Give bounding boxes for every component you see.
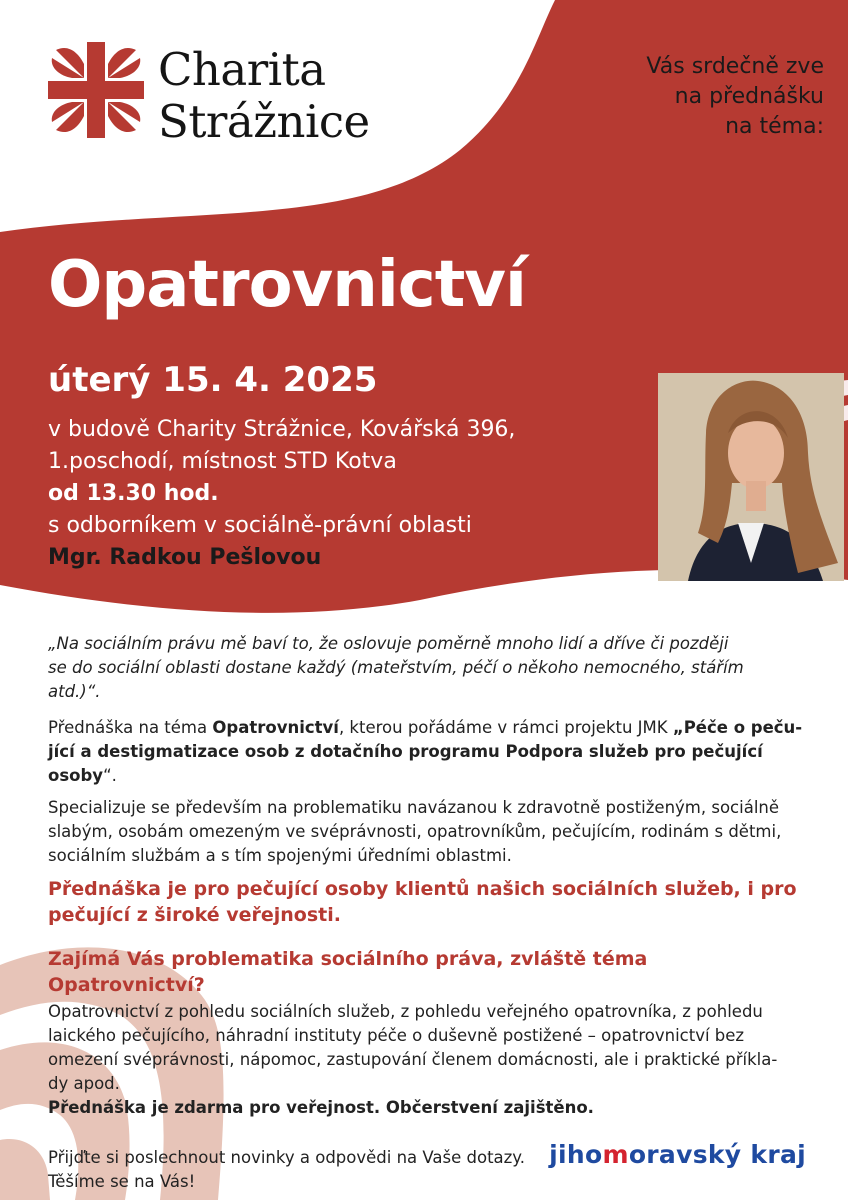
free-entry-note: Přednáška je zdarma pro veřejnost. Občerstvení zajištěno. (48, 1098, 594, 1117)
quote-line-2: se do sociální oblasti dostane každý (mateřstvím, péčí o někoho nemocného, stářím (48, 658, 744, 677)
speaker-photo (658, 373, 844, 581)
para3-line-2: laického pečujícího, náhradní instituty péče o duševně postižené – opatrovnictví bez (48, 1026, 745, 1045)
event-title: Opatrovnictví (48, 248, 526, 322)
time-line: od 13.30 hod. (48, 481, 219, 506)
para1-end: “. (103, 766, 117, 785)
para1-project-2: jící a destigmatizace osob z dotačního programu Podpora služeb pro pečující osoby (48, 742, 763, 785)
topic-question: Zajímá Vás problematika sociálního práva, zvláště téma Opatrovnictví? (48, 948, 648, 996)
logo-text (158, 44, 370, 148)
room-line: 1.poschodí, místnost STD Kotva (48, 449, 397, 474)
para2-line-1: Specializuje se především na problematiku navázanou k zdravotně postiženým, sociálně (48, 798, 780, 817)
speaker-name: Mgr. Radkou Pešlovou (48, 545, 322, 570)
invite-line-2: na přednášku (674, 84, 824, 109)
para1-topic: Opatrovnictví (212, 718, 339, 737)
charita-logo (48, 42, 144, 142)
para3-line-4: dy apod. (48, 1074, 120, 1093)
event-date: úterý 15. 4. 2025 (48, 360, 378, 400)
closing-line-2: Těšíme se na Vás! (48, 1172, 196, 1191)
para2-line-2: slabým, osobám omezeným ve svéprávnosti, opatrovníkům, pečujícím, rodinám s dětmi, (48, 822, 782, 841)
jmk-part-2: m (602, 1140, 629, 1169)
jmk-part-1: jiho (549, 1140, 603, 1169)
closing-line-1: Přijďte si poslechnout novinky a odpovědi na Vaše dotazy. (48, 1148, 525, 1167)
audience-highlight (48, 876, 808, 928)
para1-project-1: „Péče o peču- (672, 718, 803, 737)
para1-mid: , kterou pořádáme v rámci projektu JMK (338, 718, 673, 737)
quote-line-3: atd.)“. (48, 682, 101, 701)
event-details (48, 414, 648, 574)
jmk-part-3: oravský kraj (628, 1140, 806, 1169)
invite-line-3: na téma: (725, 114, 824, 139)
para2-line-3: sociálním službám a s tím spojenými úředními oblastmi. (48, 846, 512, 865)
pink-arc-3 (0, 1139, 50, 1200)
para3-line-1: Opatrovnictví z pohledu sociálních služeb, z pohledu veřejného opatrovníka, z pohledu (48, 1002, 763, 1021)
project-paragraph (48, 716, 808, 788)
charita-cross-icon (48, 42, 144, 138)
body-text (48, 632, 808, 1194)
venue-line: v budově Charity Strážnice, Kovářská 396, (48, 417, 516, 442)
invitation-text (524, 52, 824, 142)
jmk-logo (549, 1140, 806, 1169)
highlight1-line-2: pečující z široké veřejnosti. (48, 904, 341, 926)
quote-line-1: „Na sociálním právu mě baví to, že oslovuje poměrně mnoho lidí a dříve či později (48, 634, 729, 653)
para1-pre: Přednáška na téma (48, 718, 213, 737)
logo-line-2: Strážnice (158, 95, 370, 148)
topics-paragraph (48, 1000, 808, 1096)
para3-line-3: omezení svéprávnosti, nápomoc, zastupování členem domácnosti, ale i praktické příkla- (48, 1050, 778, 1069)
highlight1-line-1: Přednáška je pro pečující osoby klientů našich sociálních služeb, i pro (48, 878, 797, 900)
speaker-quote (48, 632, 808, 704)
specialization-paragraph (48, 796, 808, 868)
invite-line-1: Vás srdečně zve (646, 54, 824, 79)
expert-line: s odborníkem v sociálně-právní oblasti (48, 513, 472, 538)
logo-line-1: Charita (158, 43, 326, 96)
